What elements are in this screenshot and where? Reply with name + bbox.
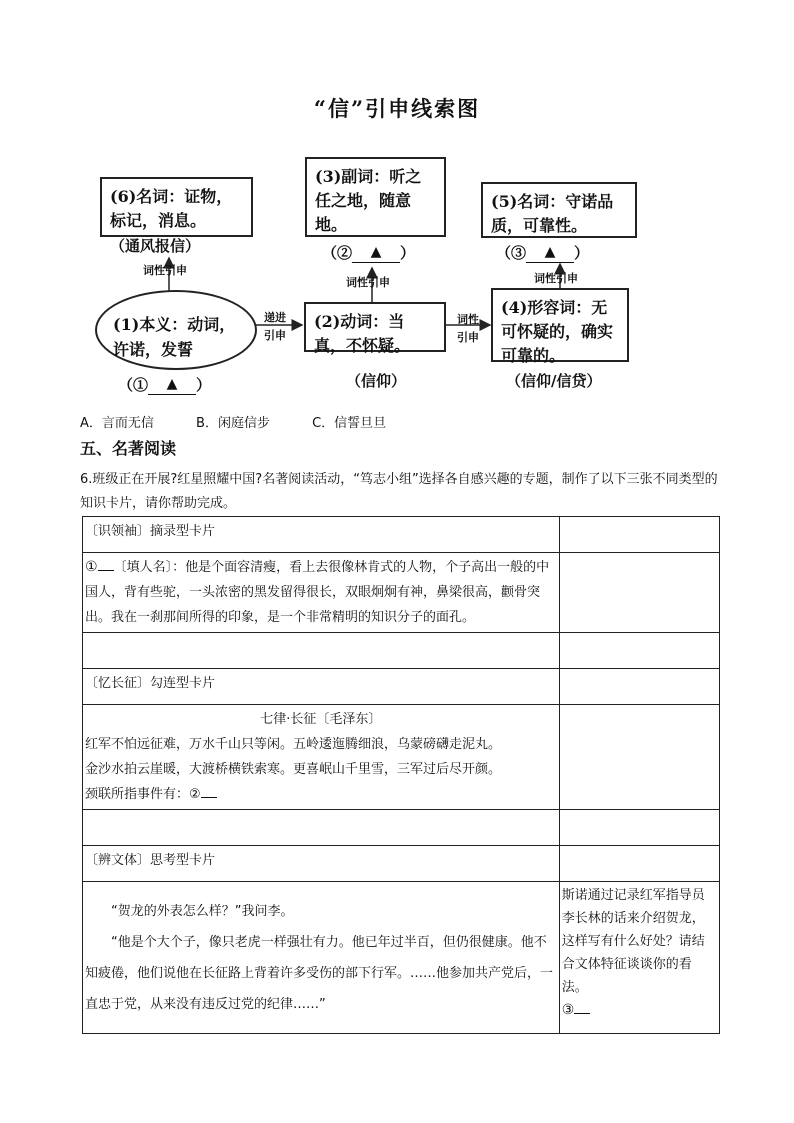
- empty-cell: [559, 553, 719, 633]
- node-1-blank[interactable]: ▲: [148, 376, 196, 395]
- node-1-caption-pre: （①: [118, 376, 149, 394]
- card3-paragraph-1: “贺龙的外表怎么样？”我问李。: [111, 904, 294, 919]
- option-a[interactable]: A．言而无信: [80, 416, 154, 431]
- node-5-noun: (5)名词：守诺品质，可靠性。: [481, 182, 637, 238]
- node-6-caption: （通风报信）: [110, 237, 201, 255]
- arrow-1-2-label-bottom: 引申: [264, 329, 286, 342]
- table-row: [83, 669, 720, 705]
- node-3-arrow-label: 词性引申: [346, 276, 390, 289]
- empty-cell: [559, 517, 719, 553]
- empty-cell: [559, 846, 719, 882]
- empty-cell: [559, 810, 719, 846]
- card2-poem: [83, 705, 560, 810]
- poem-line-2: 金沙水拍云崖暖，大渡桥横铁索寒。更喜岷山千里雪，三军过后尽开颜。: [85, 762, 502, 777]
- card1-excerpt: [83, 553, 560, 633]
- empty-cell: [559, 633, 719, 669]
- node-1-caption-post: ）: [196, 376, 212, 394]
- table-row: [83, 633, 720, 669]
- knowledge-cards-table: [82, 516, 720, 1034]
- answer-options: [80, 412, 424, 431]
- empty-cell: [559, 669, 719, 705]
- node-5-caption: [496, 242, 589, 263]
- empty-cell: [559, 705, 719, 810]
- table-row: [83, 846, 720, 882]
- poem-line-1: 红军不怕远征难，万水千山只等闲。五岭逶迤腾细浪，乌蒙磅礴走泥丸。: [85, 737, 502, 752]
- poem-title: 七律·长征〔毛泽东〕: [260, 712, 382, 727]
- node-3-caption-pre: （②: [322, 244, 353, 262]
- card3-answer-blank[interactable]: [574, 999, 590, 1014]
- card1-title: 〔识领袖〕摘录型卡片: [83, 517, 560, 553]
- table-row: [83, 517, 720, 553]
- node-6-arrow-label: 词性引申: [143, 264, 187, 277]
- diagram-title: “信”引申线索图: [313, 96, 481, 121]
- card3-paragraph-2: “他是个大个子，像只老虎一样强壮有力。他已年过半百，但仍很健康。他不知疲倦，他们说他在长征路上背着许多受伤的部下行军。……他参加共产党后，一直忠于党，从来没有违反过党的纪律……”: [85, 935, 554, 1012]
- arrow-1-2-label-top: 递进: [264, 311, 286, 324]
- section-title: 五、名著阅读: [80, 439, 177, 458]
- table-row: [83, 553, 720, 633]
- node-5-blank[interactable]: ▲: [526, 244, 574, 263]
- card2-title: 〔忆长征〕勾连型卡片: [83, 669, 560, 705]
- card1-text: 〔填人名〕：他是个面容清瘦，看上去很像林肯式的人物，个子高出一般的中国人，背有些驼，一头浓密的黑发留得很长，双眼炯炯有神，鼻梁很高，颧骨突出。我在一刹那间所得的印象，是一个非常精明的知识分子的面孔。: [85, 560, 550, 625]
- empty-cell: [83, 633, 560, 669]
- node-4-caption: （信仰/信贷）: [506, 372, 602, 390]
- card3-side-question: [559, 882, 719, 1034]
- node-5-arrow-label: 词性引申: [534, 272, 578, 285]
- node-3-caption-post: ）: [400, 244, 416, 262]
- table-row: [83, 882, 720, 1034]
- node-3-caption: [322, 242, 415, 263]
- table-row: [83, 705, 720, 810]
- arrow-2-4-label-bottom: 引申: [457, 331, 479, 344]
- card1-answer-blank[interactable]: [98, 556, 114, 571]
- empty-cell: [83, 810, 560, 846]
- node-1-caption: [118, 374, 211, 395]
- node-6-noun: (6)名词：证物，标记，消息。: [100, 177, 253, 237]
- side-question-text: 斯诺通过记录红军指导员李长林的话来介绍贺龙，这样写有什么好处？请结合文体特征谈谈你的看法。: [561, 888, 705, 995]
- poem-question: [85, 782, 557, 807]
- side-mark: ③: [561, 1002, 575, 1018]
- card2-answer-blank[interactable]: [201, 783, 217, 798]
- question-text: 6.班级正在开展?红星照耀中国?名著阅读活动，“笃志小组”选择各自感兴趣的专题，制作了以下三张不同类型的知识卡片，请你帮助完成。: [80, 472, 718, 511]
- table-row: [83, 810, 720, 846]
- card3-excerpt: [83, 882, 560, 1034]
- node-2-verb: (2)动词：当真，不怀疑。: [304, 302, 446, 352]
- node-1-original-meaning: (1)本义：动词，许诺，发誓: [95, 290, 257, 370]
- node-5-caption-post: ）: [574, 244, 590, 262]
- node-5-caption-pre: （③: [496, 244, 527, 262]
- poem-question-text: 颈联所指事件有：②: [85, 787, 201, 802]
- node-2-caption: （信仰）: [346, 372, 407, 390]
- node-3-blank[interactable]: ▲: [352, 244, 400, 263]
- card3-title: 〔辨文体〕思考型卡片: [83, 846, 560, 882]
- node-4-adjective: (4)形容词：无可怀疑的，确实可靠的。: [491, 288, 629, 362]
- option-b[interactable]: B．闲庭信步: [196, 416, 270, 431]
- card1-mark: ①: [85, 559, 98, 575]
- option-c[interactable]: C．信誓旦旦: [312, 416, 387, 431]
- arrow-2-4-label-top: 词性: [457, 313, 479, 326]
- node-3-adverb: (3)副词：听之任之地，随意地。: [305, 157, 446, 237]
